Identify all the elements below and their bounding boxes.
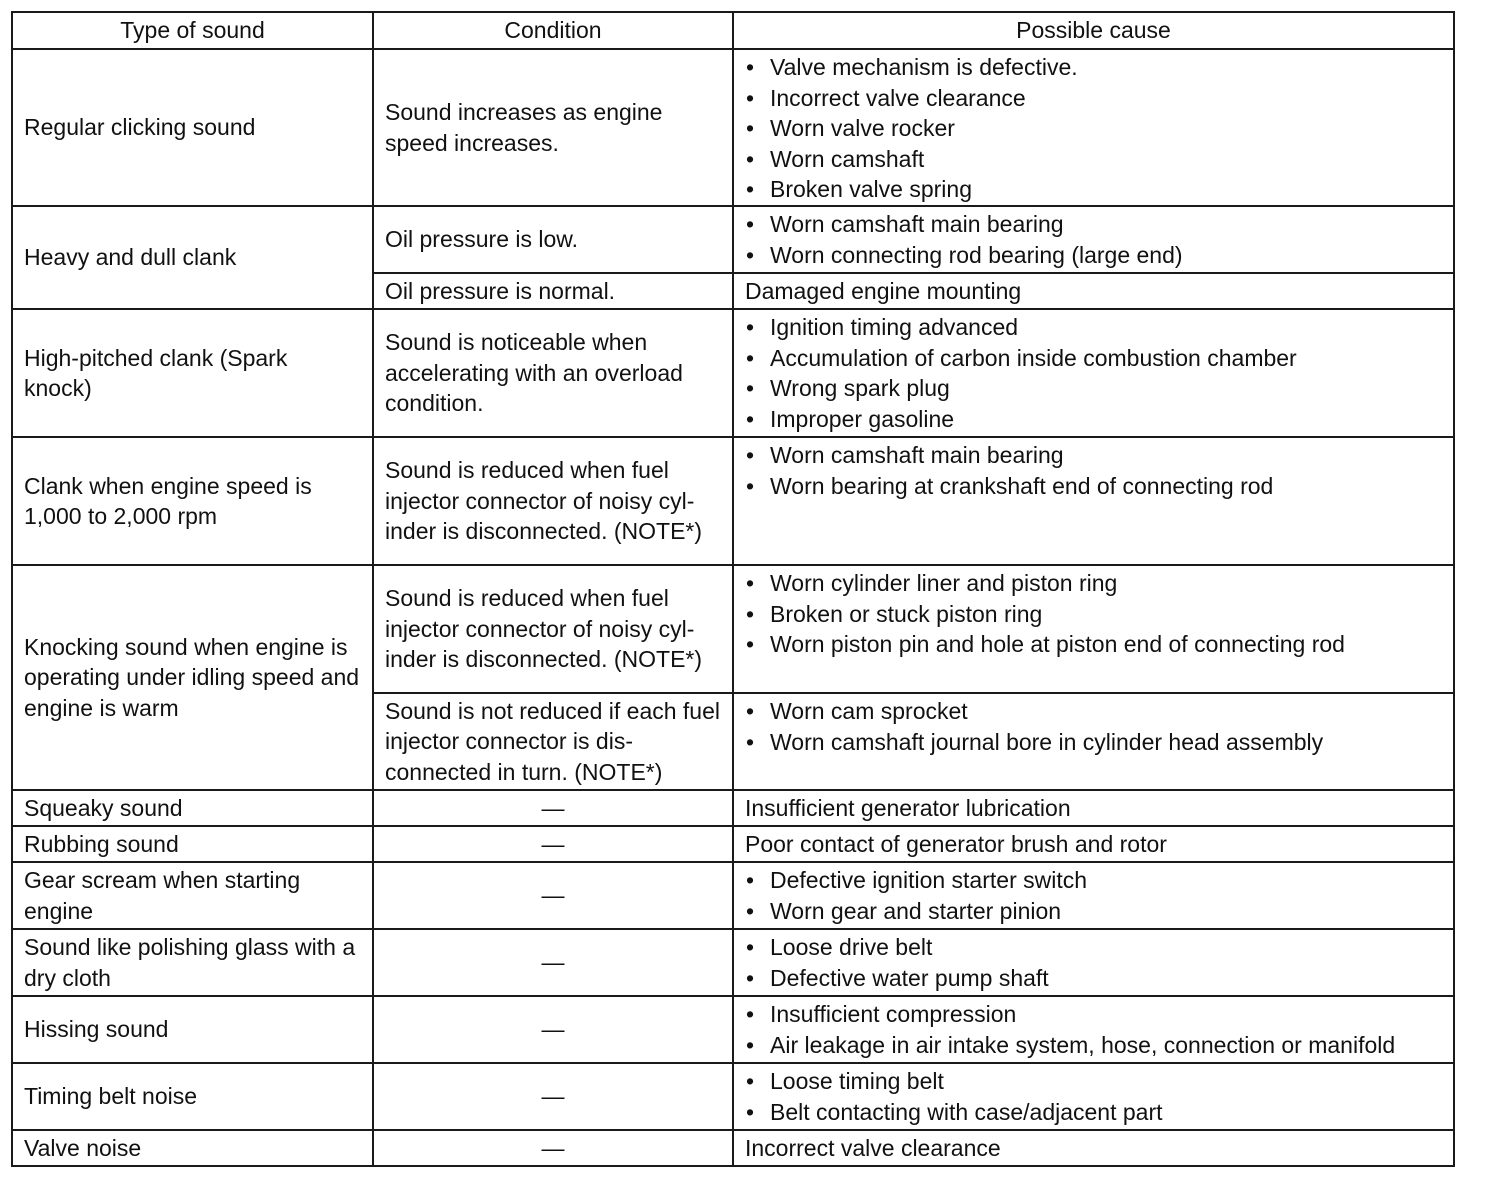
list-item: • Defective water pump shaft (745, 963, 1442, 994)
sound-type-cell: Hissing sound (12, 996, 373, 1063)
sound-type-cell: Timing belt noise (12, 1063, 373, 1130)
list-item: • Worn cam sprocket (745, 696, 1442, 727)
list-item: • Worn bearing at crankshaft end of connecting rod (745, 471, 1442, 502)
table-row (12, 1130, 1454, 1166)
cause-list (745, 865, 1442, 926)
list-item: • Worn camshaft main bearing (745, 440, 1442, 471)
cause-list (745, 1066, 1442, 1127)
cause-cell (733, 996, 1454, 1063)
list-item: • Defective ignition starter switch (745, 865, 1442, 896)
list-item: • Valve mechanism is defective. (745, 52, 1442, 83)
header-condition: Condition (373, 12, 733, 49)
header-possible-cause: Possible cause (733, 12, 1454, 49)
condition-cell: — (373, 862, 733, 929)
list-item: • Broken or stuck piston ring (745, 599, 1442, 630)
cause-cell (733, 693, 1454, 790)
cause-cell: Damaged engine mounting (733, 273, 1454, 309)
cause-list (745, 209, 1442, 270)
sound-type-cell: Knocking sound when engine is operating under idling speed and engine is warm (12, 565, 373, 790)
condition-cell: — (373, 826, 733, 862)
sound-type-cell: Valve noise (12, 1130, 373, 1166)
table-row (12, 206, 1454, 273)
cause-cell (733, 1063, 1454, 1130)
list-item: • Worn connecting rod bearing (large end) (745, 240, 1442, 271)
condition-cell: — (373, 1063, 733, 1130)
list-item: • Worn gear and starter pinion (745, 896, 1442, 927)
table-row (12, 565, 1454, 693)
list-item: • Air leakage in air intake system, hose, connection or manifold (745, 1030, 1442, 1061)
list-item: • Wrong spark plug (745, 373, 1442, 404)
condition-cell: Oil pressure is normal. (373, 273, 733, 309)
list-item: • Ignition timing advanced (745, 312, 1442, 343)
cause-cell: Insufficient generator lubrication (733, 790, 1454, 826)
list-item: • Worn cylinder liner and piston ring (745, 568, 1442, 599)
list-item: • Insufficient compression (745, 999, 1442, 1030)
condition-cell: — (373, 929, 733, 996)
list-item: • Incorrect valve clearance (745, 83, 1442, 114)
list-item: • Worn camshaft journal bore in cylinder head assembly (745, 727, 1442, 758)
table-row (12, 929, 1454, 996)
condition-cell: Sound is noticeable when accelerating with an overload condition. (373, 309, 733, 437)
sound-type-cell: Rubbing sound (12, 826, 373, 862)
list-item: • Belt contacting with case/adjacent part (745, 1097, 1442, 1128)
header-type-of-sound: Type of sound (12, 12, 373, 49)
cause-cell (733, 309, 1454, 437)
condition-cell: — (373, 996, 733, 1063)
condition-cell: — (373, 790, 733, 826)
condition-cell: Sound is reduced when fuel injector connector of noisy cyl-inder is disconnected. (NOTE*) (373, 565, 733, 693)
cause-cell (733, 565, 1454, 693)
cause-list (745, 696, 1442, 757)
table-row (12, 826, 1454, 862)
cause-list (745, 932, 1442, 993)
cause-cell (733, 49, 1454, 206)
sound-type-cell: Regular clicking sound (12, 49, 373, 206)
table-row (12, 790, 1454, 826)
condition-cell: — (373, 1130, 733, 1166)
cause-list (745, 52, 1442, 205)
table-row (12, 862, 1454, 929)
list-item: • Loose timing belt (745, 1066, 1442, 1097)
sound-type-cell: Clank when engine speed is 1,000 to 2,000 rpm (12, 437, 373, 565)
cause-list (745, 999, 1442, 1060)
cause-cell: Incorrect valve clearance (733, 1130, 1454, 1166)
cause-list (745, 568, 1442, 660)
list-item: • Loose drive belt (745, 932, 1442, 963)
table-row (12, 1063, 1454, 1130)
cause-cell (733, 862, 1454, 929)
cause-cell (733, 929, 1454, 996)
cause-cell (733, 206, 1454, 273)
list-item: • Worn valve rocker (745, 113, 1442, 144)
engine-noise-table (11, 11, 1455, 1167)
sound-type-cell: Squeaky sound (12, 790, 373, 826)
cause-cell: Poor contact of generator brush and rotor (733, 826, 1454, 862)
header-row (12, 12, 1454, 49)
table-row (12, 309, 1454, 437)
list-item: • Worn camshaft (745, 144, 1442, 175)
sound-type-cell: High-pitched clank (Spark knock) (12, 309, 373, 437)
cause-list (745, 440, 1442, 501)
table-row (12, 996, 1454, 1063)
cause-list (745, 312, 1442, 434)
table-row (12, 49, 1454, 206)
list-item: • Worn piston pin and hole at piston end of connecting rod (745, 629, 1442, 660)
list-item: • Accumulation of carbon inside combustion chamber (745, 343, 1442, 374)
list-item: • Worn camshaft main bearing (745, 209, 1442, 240)
list-item: • Improper gasoline (745, 404, 1442, 435)
cause-cell (733, 437, 1454, 565)
condition-cell: Sound is reduced when fuel injector connector of noisy cyl-inder is disconnected. (NOTE*) (373, 437, 733, 565)
condition-cell: Oil pressure is low. (373, 206, 733, 273)
condition-cell: Sound increases as engine speed increases. (373, 49, 733, 206)
sound-type-cell: Sound like polishing glass with a dry cloth (12, 929, 373, 996)
sound-type-cell: Heavy and dull clank (12, 206, 373, 309)
sound-type-cell: Gear scream when starting engine (12, 862, 373, 929)
table-row (12, 437, 1454, 565)
condition-cell: Sound is not reduced if each fuel injector connector is dis-connected in turn. (NOTE*) (373, 693, 733, 790)
list-item: • Broken valve spring (745, 174, 1442, 205)
